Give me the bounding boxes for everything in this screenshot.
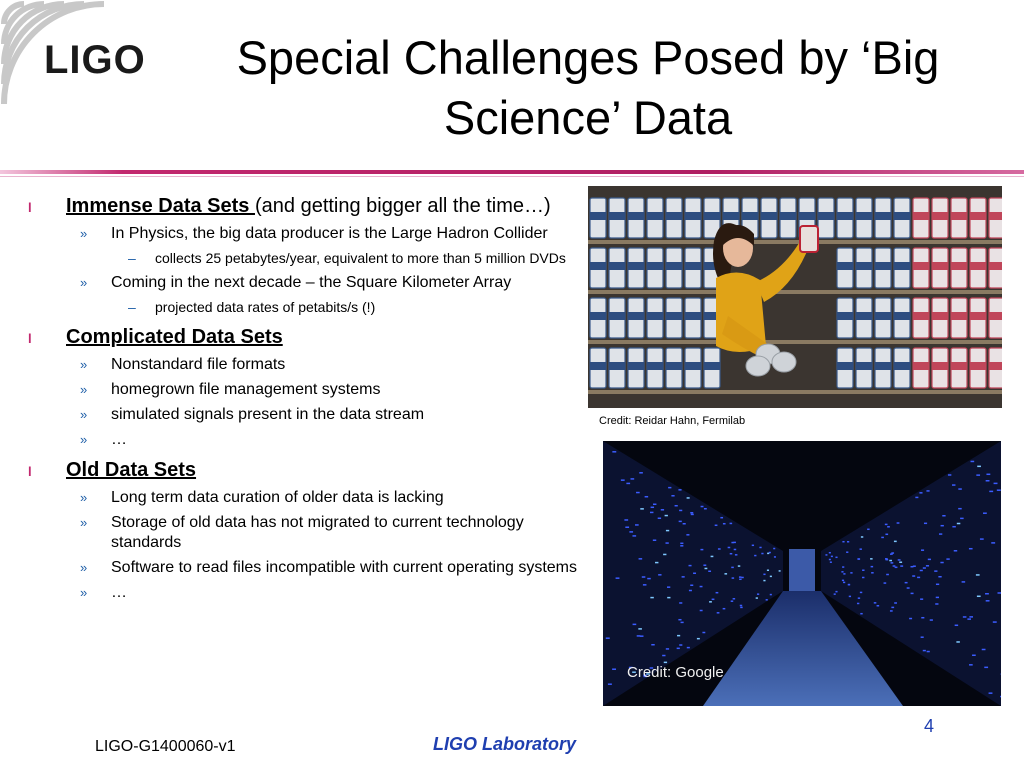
sub-bullet-text: simulated signals present in the data stream xyxy=(111,406,425,423)
sub-bullet-marker: » xyxy=(80,382,88,397)
sub-bullet-marker: » xyxy=(80,357,88,372)
sub-bullet-marker: » xyxy=(80,490,88,505)
title-divider xyxy=(0,170,1024,174)
sub-bullet xyxy=(24,355,584,375)
bullet-heading: Immense Data Sets xyxy=(66,195,255,217)
photo2-credit: Credit: Google xyxy=(627,664,724,681)
bullet-list xyxy=(24,192,584,608)
sub-bullet xyxy=(24,380,584,400)
bullet-text: (and getting bigger all the time…) xyxy=(254,195,551,217)
sub-sub-bullet xyxy=(24,298,584,317)
bullet-heading: Old Data Sets xyxy=(66,459,197,481)
sub-bullet-marker: » xyxy=(80,560,88,575)
sub-bullet-marker: » xyxy=(80,515,88,530)
sub-bullet xyxy=(24,224,584,244)
sub-bullet-marker: » xyxy=(80,407,88,422)
title-divider-thin xyxy=(0,176,1024,177)
sub-bullet-text: Coming in the next decade – the Square Kilometer Array xyxy=(111,274,512,291)
document-id: LIGO-G1400060-v1 xyxy=(95,738,236,755)
sub-bullet-text: Storage of old data has not migrated to current technology standards xyxy=(111,514,524,551)
sub-bullet-marker: » xyxy=(80,585,88,600)
sub-bullet-text: homegrown file management systems xyxy=(111,381,381,398)
sub-bullet xyxy=(24,488,584,508)
sub-bullet xyxy=(24,405,584,425)
slide-title: Special Challenges Posed by ‘Big Science’ Data xyxy=(236,31,940,144)
sub-bullet-text: … xyxy=(111,584,127,601)
sub-sub-bullet-text: collects 25 petabytes/year, equivalent to more than 5 million DVDs xyxy=(155,250,566,266)
sub-bullet xyxy=(24,558,584,578)
bullet-complicated-data-sets xyxy=(24,323,584,351)
shelf-illustration xyxy=(588,186,1002,408)
bullet-heading: Complicated Data Sets xyxy=(66,326,283,348)
bullet-marker: l xyxy=(28,464,32,479)
sub-bullet-text: Nonstandard file formats xyxy=(111,356,286,373)
sub-bullet-marker: » xyxy=(80,226,88,241)
bullet-marker: l xyxy=(28,200,32,215)
sub-bullet xyxy=(24,583,584,603)
bullet-old-data-sets xyxy=(24,456,584,484)
bullet-marker: l xyxy=(28,331,32,346)
photo1-credit: Credit: Reidar Hahn, Fermilab xyxy=(599,415,746,427)
ligo-logo: LIGO xyxy=(44,38,146,82)
page-number: 4 xyxy=(924,716,935,736)
sub-sub-bullet-text: projected data rates of petabits/s (!) xyxy=(155,299,376,315)
sub-sub-bullet-marker: – xyxy=(128,250,136,266)
sub-sub-bullet xyxy=(24,249,584,268)
data-cans-photo xyxy=(588,186,1002,408)
sub-bullet xyxy=(24,513,584,553)
sub-sub-bullet-marker: – xyxy=(128,299,136,315)
sub-bullet-text: Long term data curation of older data is lacking xyxy=(111,489,444,506)
sub-bullet xyxy=(24,430,584,450)
sub-bullet xyxy=(24,273,584,293)
sub-bullet-marker: » xyxy=(80,275,88,290)
footer-lab-name: LIGO Laboratory xyxy=(433,734,577,754)
sub-bullet-text: … xyxy=(111,431,127,448)
bullet-immense-data-sets xyxy=(24,192,584,220)
sub-bullet-text: In Physics, the big data producer is the Large Hadron Collider xyxy=(111,225,548,242)
sub-bullet-marker: » xyxy=(80,432,88,447)
sub-bullet-text: Software to read files incompatible with current operating systems xyxy=(111,559,577,576)
